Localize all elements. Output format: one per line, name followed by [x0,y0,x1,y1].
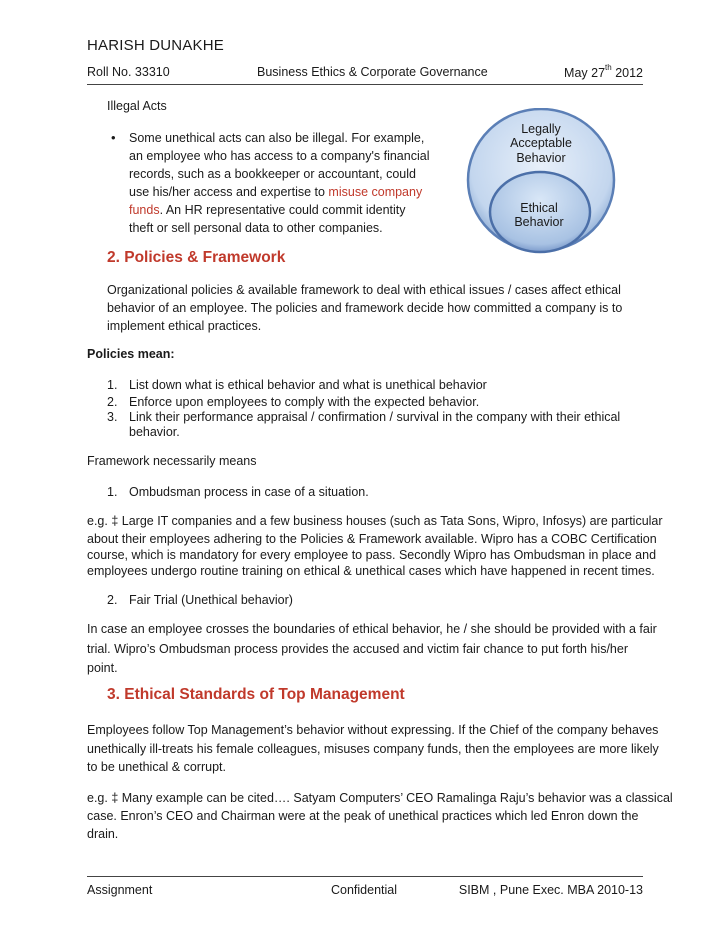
illegal-line-3: records, such as a bookkeeper or accountant, could [129,167,416,181]
course-title: Business Ethics & Corporate Governance [257,65,488,79]
section-3-heading: 3. Ethical Standards of Top Management [107,686,405,703]
framework-item-1: Ombudsman process in case of a situation. [129,485,369,499]
policy-item-1: List down what is ethical behavior and what is unethical behavior [129,378,487,392]
illegal-line-6: theft or sell personal data to other companies. [129,221,383,235]
section-2-heading: 2. Policies & Framework [107,249,286,266]
fair-trial-line-1: In case an employee crosses the boundaries of ethical behavior, he / she should be provided with a fair [87,622,657,636]
eg2-line-3: drain. [87,827,119,841]
section-3-para-1: Employees follow Top Management’s behavior without expressing. If the Chief of the company behaves [87,723,659,737]
document-date: May 27th 2012 [564,63,643,81]
eg1-line-3: course, which is mandatory for every employee to pass. Secondly Wipro has Ombudsman in place and [87,548,657,562]
illegal-acts-title: Illegal Acts [107,99,167,113]
framework-item-2: Fair Trial (Unethical behavior) [129,593,293,607]
policy-item-2: Enforce upon employees to comply with the expected behavior. [129,395,480,409]
eg2-line-1: e.g. ‡ Many example can be cited…. Satyam Computers’ CEO Ramalinga Raju’s behavior was a classical [87,791,673,805]
outer-label-2: Acceptable [510,136,572,150]
outer-label-1: Legally [521,122,561,136]
inner-label-1: Ethical [520,201,558,215]
policy-item-3: Link their performance appraisal / confirmation / survival in the company with their ethical [129,410,621,424]
outer-label-3: Behavior [516,151,566,165]
section-2-para-1: Organizational policies & available framework to deal with ethical issues / cases affect ethical [107,283,621,297]
illegal-line-5: funds. An HR representative could commit identity [129,203,406,217]
illegal-line-1: Some unethical acts can also be illegal. For example, [129,131,425,145]
eg2-line-2: case. Enron’s CEO and Chairman were at the peak of unethical practices which led Enron down the [87,809,639,823]
section-2-para-3: implement ethical practices. [107,319,262,333]
policy-num-1: 1. [107,378,118,392]
policies-label: Policies mean: [87,347,175,361]
framework-num-2: 2. [107,593,118,607]
framework-label: Framework necessarily means [87,454,257,468]
header-divider [87,84,643,85]
section-2-para-2: behavior of an employee. The policies and framework decide how committed a company is to [107,301,623,315]
fair-trial-line-3: point. [87,661,118,675]
policy-num-3: 3. [107,410,118,424]
section-3-para-2: unethically ill-treats his female colleagues, misuses company funds, then the employees are more likely [87,742,659,756]
fair-trial-line-2: trial. Wipro’s Ombudsman process provides the accused and victim fair chance to put forth his/her [87,642,628,656]
bullet-icon: • [111,130,116,145]
policy-item-3-cont: behavior. [129,425,180,439]
footer-left: Assignment [87,883,153,897]
illegal-line-4: use his/her access and expertise to misuse company [129,185,423,199]
inner-label-2: Behavior [514,215,564,229]
illegal-line-2: an employee who has access to a company's financial [129,149,430,163]
section-3-para-3: to be unethical & corrupt. [87,760,226,774]
framework-num-1: 1. [107,485,118,499]
footer-divider [87,876,643,877]
eg1-line-4: employees undergo routine training on ethical & unethical cases which have happened in recent times. [87,564,655,578]
eg1-line-2: about their employees adhering to the Policies & Framework available. Wipro has a COBC Certification [87,532,657,546]
policy-num-2: 2. [107,395,118,409]
behavior-diagram [466,108,620,256]
roll-number: Roll No. 33310 [87,65,170,79]
eg1-line-1: e.g. ‡ Large IT companies and a few business houses (such as Tata Sons, Wipro, Infosys) are particular [87,514,663,528]
author-name: HARISH DUNAKHE [87,37,224,54]
footer-center: Confidential [331,883,398,897]
footer-right: SIBM , Pune Exec. MBA 2010-13 [458,883,643,897]
